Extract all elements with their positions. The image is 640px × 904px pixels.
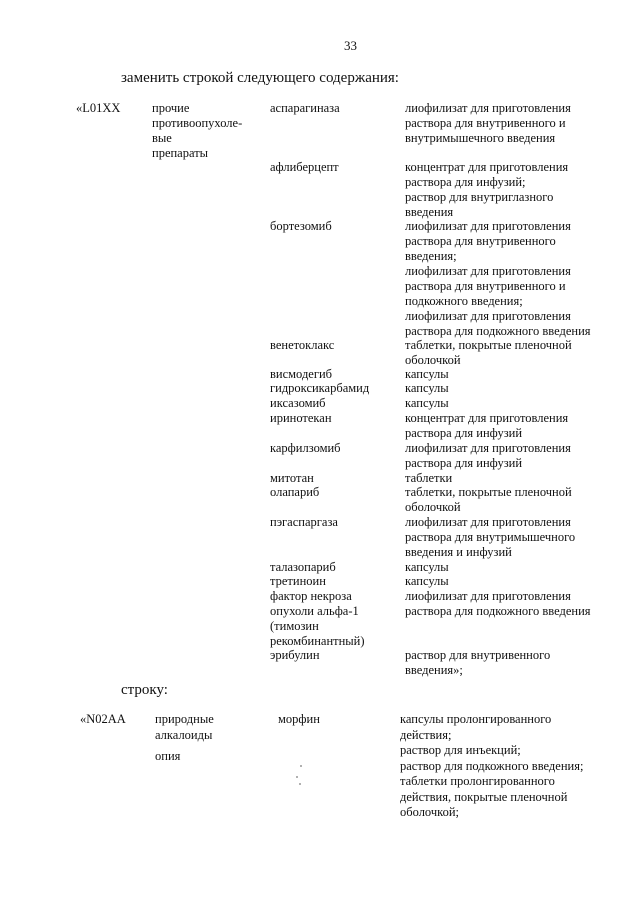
drug-name <box>270 560 336 575</box>
form-line: капсулы <box>405 381 449 395</box>
dosage-form <box>405 485 572 515</box>
drug-line: эрибулин <box>270 648 320 662</box>
drug-line: иксазомиб <box>270 396 326 410</box>
drug-line: митотан <box>270 471 314 485</box>
group-name <box>152 101 242 161</box>
form-line: внутримышечного введения <box>405 131 556 145</box>
form-line: действия, покрытые пленочной <box>400 789 568 804</box>
dosage-form <box>405 160 568 220</box>
dosage-form <box>405 411 568 441</box>
drug-line: опухоли альфа-1 <box>270 604 359 618</box>
form-line: действия; <box>400 727 452 742</box>
scan-speck <box>296 776 298 778</box>
drug-line: гидроксикарбамид <box>270 381 370 395</box>
form-line: таблетки, покрытые пленочной <box>405 338 572 352</box>
form-line: лиофилизат для приготовления <box>405 101 571 115</box>
drug-name <box>270 219 332 234</box>
form-line: концентрат для приготовления <box>405 160 569 174</box>
dosage-form <box>405 338 572 368</box>
form-line: лиофилизат для приготовления <box>405 219 571 233</box>
dosage-form <box>405 367 449 382</box>
group-line: вые <box>152 131 172 145</box>
dosage-form <box>405 381 449 396</box>
drug-name <box>270 367 332 382</box>
drug-name <box>270 471 314 486</box>
form-line: раствора для подкожного введения <box>405 324 591 338</box>
drug-line: третиноин <box>270 574 326 588</box>
dosage-form <box>405 589 591 619</box>
group-line: противоопухоле- <box>152 116 243 130</box>
drug-name <box>270 396 326 411</box>
page-number: 33 <box>344 38 357 53</box>
dosage-form <box>405 396 449 411</box>
group-line: природные <box>155 712 214 726</box>
drug-line: венетоклакс <box>270 338 335 352</box>
drug-name <box>270 589 365 649</box>
form-line: раствор для внутриглазного <box>405 190 554 204</box>
drug-line: аспарагиназа <box>270 101 340 115</box>
drug-line: фактор некроза <box>270 589 352 603</box>
form-line: лиофилизат для приготовления <box>405 441 571 455</box>
form-line: оболочкой; <box>400 805 459 819</box>
scan-speck <box>300 765 302 767</box>
dosage-form <box>405 471 452 486</box>
drug-name <box>270 381 369 396</box>
form-line: капсулы <box>405 574 449 588</box>
atc-code: «L01XX <box>76 101 121 115</box>
form-line: капсулы пролонгированного <box>400 712 552 726</box>
form-line: капсулы <box>405 396 449 410</box>
form-line: таблетки пролонгированного <box>400 774 555 788</box>
drug-name <box>270 411 332 426</box>
drug-line: талазопариб <box>270 560 336 574</box>
dosage-form <box>405 560 449 575</box>
drug-line: бортезомиб <box>270 219 332 233</box>
form-line: лиофилизат для приготовления <box>405 589 571 603</box>
drug-name <box>270 101 340 116</box>
drug-line: висмодегиб <box>270 367 333 381</box>
form-line: лиофилизат для приготовления <box>405 264 571 278</box>
drug-name <box>270 485 319 500</box>
form-line: введения <box>405 205 454 219</box>
drug-name: морфин <box>278 712 320 726</box>
dosage-form <box>405 648 550 678</box>
form-line: раствора для внутривенного <box>405 234 556 248</box>
form-line: капсулы <box>405 560 449 574</box>
dosage-form <box>405 441 571 471</box>
drug-name <box>270 338 334 353</box>
form-line: раствора для инфузий <box>405 456 523 470</box>
form-line: таблетки <box>405 471 453 485</box>
form-line: раствор для подкожного введения; <box>400 758 584 773</box>
form-line: оболочкой <box>405 500 461 514</box>
form-line: оболочкой <box>405 353 461 367</box>
form-line: раствора для внутривенного и <box>405 279 566 293</box>
form-line: раствора для подкожного введения <box>405 604 591 618</box>
form-line: раствор для инъекций; <box>400 743 521 757</box>
drug-name <box>270 160 339 175</box>
group-line: опия <box>155 749 181 763</box>
group-line: препараты <box>152 146 209 160</box>
form-line: лиофилизат для приготовления <box>405 515 571 529</box>
form-line: раствор для внутривенного <box>405 648 551 662</box>
drug-line: карфилзомиб <box>270 441 341 455</box>
drug-line: олапариб <box>270 485 320 499</box>
drug-line: иринотекан <box>270 411 332 425</box>
form-line: раствора для внутривенного и <box>405 116 566 130</box>
intro-replace-text: заменить строкой следующего содержания: <box>121 70 399 86</box>
form-line: введения»; <box>405 663 463 677</box>
drug-name <box>270 648 320 663</box>
drug-name <box>270 515 338 530</box>
form-line: таблетки, покрытые пленочной <box>405 485 572 499</box>
drug-line: рекомбинантный) <box>270 634 365 648</box>
group-line: прочие <box>152 101 190 115</box>
form-line: капсулы <box>405 367 449 381</box>
atc-code: «N02AA <box>80 712 126 726</box>
group-name <box>155 712 214 765</box>
form-line: концентрат для приготовления <box>405 411 569 425</box>
dosage-form <box>405 515 575 560</box>
form-line: раствора для инфузий <box>405 426 523 440</box>
group-line: алкалоиды <box>155 727 213 742</box>
dosage-form <box>400 712 583 821</box>
drug-line: пэгаспаргаза <box>270 515 338 529</box>
form-line: раствора для внутримышечного <box>405 530 576 544</box>
intro-row-text: строку: <box>121 682 168 698</box>
scan-speck <box>299 783 301 785</box>
drug-name <box>270 574 326 589</box>
drug-line: афлиберцепт <box>270 160 339 174</box>
form-line: подкожного введения; <box>405 294 523 308</box>
drug-name <box>270 441 341 456</box>
dosage-form <box>405 101 571 146</box>
dosage-form <box>405 574 449 589</box>
form-line: раствора для инфузий; <box>405 175 526 189</box>
form-line: введения; <box>405 249 457 263</box>
dosage-form <box>405 219 591 339</box>
form-line: лиофилизат для приготовления <box>405 309 571 323</box>
form-line: введения и инфузий <box>405 545 512 559</box>
drug-line: (тимозин <box>270 619 319 633</box>
